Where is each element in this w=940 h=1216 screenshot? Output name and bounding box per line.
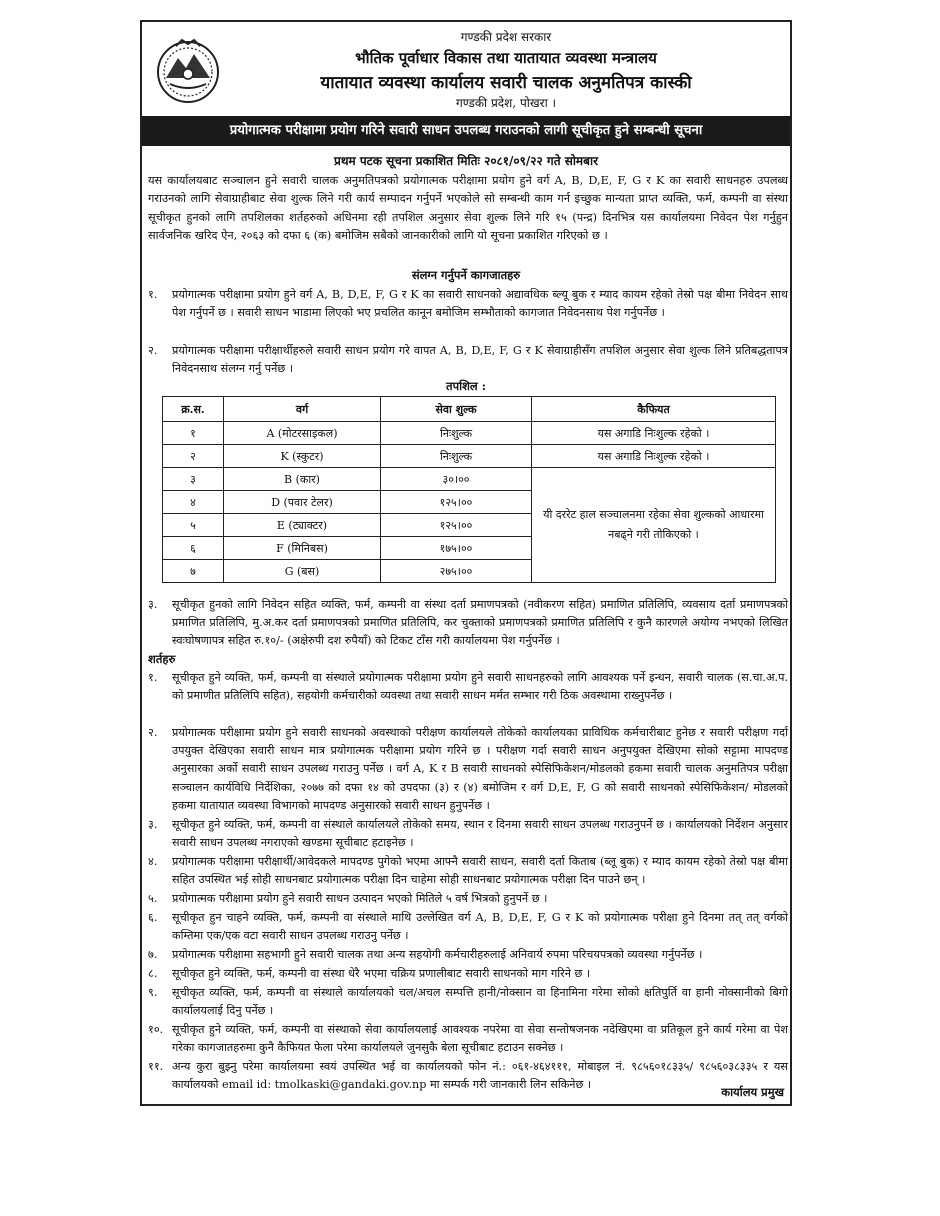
- term-item: [148, 946, 788, 964]
- term-item: [148, 890, 788, 908]
- province-government: गण्डकी प्रदेश सरकार: [460, 30, 552, 44]
- terms-heading: शर्तहरु: [148, 652, 176, 666]
- item-number: १.: [148, 288, 158, 301]
- item-number: ८.: [148, 967, 158, 980]
- ministry-name: भौतिक पूर्वाधार विकास तथा यातायात व्यवस्था मन्त्रालय: [355, 49, 657, 67]
- item-text: प्रयोगात्मक परीक्षामा प्रयोग हुने वर्ग A, B, D,E, F, G र K का सवारी साधनको अद्यावधिक ब्ल्यू बुक र म्याद कायम रहेको तेस्रो पक्ष बीमा निवेदन साथ पेश गर्नुपर्ने छ । सवारी साधन भाडामा लिएको भए प्रचलित कानून बमोजिम सम्भौताको कागजात निवेदनसाथ पेश गर्नुपर्नेछ ।: [172, 288, 788, 320]
- cell-class: F (मिनिबस): [224, 537, 381, 560]
- cell-class: A (मोटरसाइकल): [224, 422, 381, 445]
- term-item: [148, 816, 788, 852]
- term-item: [148, 669, 788, 705]
- term-item: [148, 965, 788, 983]
- item-number: ७.: [148, 948, 158, 961]
- notice-title-banner: प्रयोगात्मक परीक्षामा प्रयोग गरिने सवारी साधन उपलब्ध गराउनको लागी सूचीकृत हुने सम्बन्धी सूचना: [142, 116, 790, 146]
- cell-sn: ४: [163, 491, 224, 514]
- item-text: सूचीकृत हुनको लागि निवेदन सहित व्यक्ति, फर्म, कम्पनी वा संस्था दर्ता प्रमाणपत्रको (नवीकरण सहित) प्रमाणित प्रतिलिपि, व्यवसाय दर्ता प्रमाणपत्रको प्रमाणित प्रतिलिपि, मु.अ.कर दर्ता प्रमाणपत्रको प्रमाणित प्रतिलिपि, कर चुक्ताको प्रमाणपत्रको प्रमाणित प्रतिलिपि र कुनै कारणले अयोग्य नभएको लिखित स्वःघोषणापत्र सहित रु.१०/- (अक्षेरुपी दश रुपैयाँ) को टिकट टाँस गरी कार्यालयमा पेश गर्नुपर्नेछ ।: [172, 598, 788, 648]
- item-text: सूचीकृत हुने व्यक्ति, फर्म, कम्पनी वा संस्थाले कार्यालयले तोकेको समय, स्थान र दिनमा सवारी साधन उपलब्ध गराउनुपर्ने छ । कार्यालयको निर्देशन अनुसार सवारी साधन उपलब्ध नगराएको खण्डमा सूचीबाट हटाइनेछ ।: [172, 818, 788, 850]
- document-item: [148, 596, 788, 651]
- col-header-remark: कैफियत: [532, 397, 776, 422]
- item-text: सूचीकृत व्यक्ति, फर्म, कम्पनी वा संस्थाले कार्यालयको चल/अचल सम्पत्ति हानी/नोक्सान वा हिनामिना गरेमा सोको क्षतिपुर्ति वा हानी नोक्सानीको बिगो कार्यालयलाई दिनु पर्नेछ ।: [172, 986, 788, 1018]
- letterhead: [142, 22, 790, 116]
- cell-fee: १२५।००: [381, 491, 532, 514]
- cell-fee: ३०।००: [381, 468, 532, 491]
- item-text: अन्य कुरा बुझ्नु परेमा कार्यालयमा स्वयं उपस्थित भई वा कार्यालयको फोन नं.: ०६१-४६४१११, मोबाइल नं. ९८५६०१८३३५/ ९८५६०३८३३५ र यस कार्यालयको email id: tmolkaski@gandaki.gov.np मा सम्पर्क गरी जानकारी लिन सकिनेछ ।: [172, 1060, 788, 1092]
- term-item: [148, 1021, 788, 1057]
- item-text: प्रयोगात्मक परीक्षामा परीक्षार्थीहरुले सवारी साधन प्रयोग गरे वापत A, B, D,E, F, G र K सेवाग्राहीसँग तपशिल अनुसार सेवा शुल्क लिने प्रतिबद्धतापत्र निवेदनसाथ संलग्न गर्नु पर्नेछ ।: [172, 344, 788, 376]
- cell-sn: ६: [163, 537, 224, 560]
- cell-class: B (कार): [224, 468, 381, 491]
- item-text: प्रयोगात्मक परीक्षामा प्रयोग हुने सवारी साधन उत्पादन भएको मितिले ५ वर्ष भित्रको हुनुपर्ने छ ।: [172, 892, 548, 905]
- table-row: [163, 468, 776, 491]
- document-item: [148, 342, 788, 378]
- item-text: सूचीकृत हुन चाहने व्यक्ति, फर्म, कम्पनी वा संस्थाले माथि उल्लेखित वर्ग A, B, D,E, F, G र K को प्रयोगात्मक परीक्षा हुने दिनमा तत् तत् वर्गको कम्तिमा एक/एक वटा सवारी साधन उपलब्ध गराउनु पर्नेछ ।: [172, 911, 788, 943]
- col-header-class: वर्ग: [224, 397, 381, 422]
- term-item: [148, 724, 788, 815]
- term-item: [148, 1058, 788, 1094]
- table-row: [163, 422, 776, 445]
- item-text: प्रयोगात्मक परीक्षामा प्रयोग हुने सवारी साधनको अवस्थाको परीक्षण कार्यालयले तोकेको कार्यालयका प्राविधिक कर्मचारीबाट हुनेछ र सवारी परीक्षण गर्दा उपयुक्त देखिएका सवारी साधन मात्र प्रयोगात्मक परीक्षामा प्रयोग गरिने छ । परीक्षण गर्दा सवारी साधन अनुपयुक्त देखिएमा सोको सट्टामा मापदण्ड अनुसारका अर्को सवारी साधन उपलब्ध गराउनु पर्नेछ । वर्ग A, K र B सवारी साधनको स्पेसिफिकेशन/मोडलको हकमा सवारी चालक अनुमतिपत्र परीक्षा सञ्चालन कार्यविधि निर्देशिका, २०७७ को दफा १४ को उपदफा (३) र (४) बमोजिम र वर्ग D,E, F, G को सवारी साधनको स्पेसिफिकेशन/ मोडलको हकमा यातायात व्यवस्था विभागको मापदण्ड अनुसारको सवारी साधन हुनुपर्नेछ ।: [172, 726, 788, 812]
- item-number: ५.: [148, 892, 158, 905]
- cell-fee: निःशुल्क: [381, 445, 532, 468]
- item-text: प्रयोगात्मक परीक्षामा परीक्षार्थी/आवेदकले मापदण्ड पुगेको भएमा आफ्नै सवारी साधन, सवारी दर्ता किताब (ब्लू बुक) र म्याद कायम रहेको तेस्रो पक्ष बीमा सहित उपस्थित भई सोही साधनबाट प्रयोगात्मक परीक्षा दिन चाहेमा सोही साधनबाट प्रयोगात्मक परीक्षा दिन पाउने छन् ।: [172, 855, 788, 887]
- item-number: ११.: [148, 1060, 164, 1073]
- office-address: गण्डकी प्रदेश, पोखरा ।: [455, 96, 557, 110]
- item-number: २.: [148, 344, 158, 357]
- col-header-fee: सेवा शुल्क: [381, 397, 532, 422]
- cell-merged-remark: यी दररेट हाल सञ्चालनमा रहेका सेवा शुल्कको आधारमा नबढ्ने गरी तोकिएको ।: [532, 468, 776, 583]
- table-header-row: [163, 397, 776, 422]
- cell-sn: ३: [163, 468, 224, 491]
- cell-remark: यस अगाडि निःशुल्क रहेको ।: [532, 445, 776, 468]
- document-item: [148, 286, 788, 322]
- item-text: सूचीकृत हुने व्यक्ति, फर्म, कम्पनी वा संस्था धेरै भएमा चक्रिय प्रणालीबाट सवारी साधनको माग गरिने छ ।: [172, 967, 591, 980]
- item-text: सूचीकृत हुने व्यक्ति, फर्म, कम्पनी वा संस्थाले प्रयोगात्मक परीक्षामा प्रयोग हुने सवारी साधनहरुको लागि आवश्यक पर्ने इन्धन, सवारी चालक (स.चा.अ.प. को प्रमाणीत प्रतिलिपि सहित), सहयोगी कर्मचारीको व्यवस्था तथा सवारी साधन मर्मत सम्भार गरी ठिक अवस्थामा राख्नुपर्नेछ ।: [172, 671, 788, 703]
- cell-class: E (ट्याक्टर): [224, 514, 381, 537]
- item-number: १०.: [148, 1023, 164, 1036]
- item-text: प्रयोगात्मक परीक्षामा सहभागी हुने सवारी चालक तथा अन्य सहयोगी कर्मचारीहरुलाई अनिवार्य रुपमा परिचयपत्रको व्यवस्था गर्नुपर्नेछ ।: [172, 948, 703, 961]
- item-number: ६.: [148, 911, 158, 924]
- item-text: सूचीकृत हुने व्यक्ति, फर्म, कम्पनी वा संस्थाको सेवा कार्यालयलाई आवश्यक नपरेमा वा सेवा सन्तोषजनक नदेखिएमा वा प्रतिकूल हुने कार्य गरेमा वा पेश गरेका कागजातहरुमा कुनै कैफियत फेला परेमा कार्यालयले जुनसुकै बेला सूचीबाट हटाउन सक्नेछ ।: [172, 1023, 788, 1055]
- cell-class: D (पवार टेलर): [224, 491, 381, 514]
- term-item: [148, 984, 788, 1020]
- table-row: [163, 445, 776, 468]
- cell-fee: १२५।००: [381, 514, 532, 537]
- term-item: [148, 853, 788, 889]
- office-chief-signature: कार्यालय प्रमुख: [721, 1085, 784, 1099]
- cell-sn: ५: [163, 514, 224, 537]
- item-number: २.: [148, 726, 158, 739]
- intro-paragraph: यस कार्यालयबाट सञ्चालन हुने सवारी चालक अनुमतिपत्रको प्रयोगात्मक परीक्षामा प्रयोग हुने वर्ग A, B, D,E, F, G र K का सवारी साधनहरु उपलब्ध गराउनको लागि सेवाग्राहीबाट सेवा शुल्क लिने गरी कार्य सम्पादन गर्नुपर्ने भएकोले सो सम्बन्धी काम गर्न इच्छुक मान्यता प्राप्त व्यक्ति, फर्म, कम्पनी वा संस्था सूचीकृत हुनको लागि तपशिलका शर्तहरुको अधिनमा रही तपशिल अनुसार सेवा शुल्क लिने गरि १५ (पन्द्र) दिनभित्र यस कार्यालयमा निवेदन पेश गर्नुहुन सार्वजनिक खरिद ऐन, २०६३ को दफा ६ (क) बमोजिम सबैको जानकारीको लागि यो सूचना प्रकाशित गरिएको छ ।: [148, 174, 788, 243]
- item-number: ३.: [148, 818, 158, 831]
- cell-fee: २७५।००: [381, 560, 532, 583]
- item-number: १.: [148, 671, 158, 684]
- publication-date: प्रथम पटक सूचना प्रकाशित मितिः २०८१/०९/२२ गते सोमबार: [334, 154, 598, 168]
- notice-document: [140, 20, 792, 1106]
- term-item: [148, 909, 788, 945]
- cell-remark: यस अगाडि निःशुल्क रहेको ।: [532, 422, 776, 445]
- item-number: ९.: [148, 986, 158, 999]
- office-name: यातायात व्यवस्था कार्यालय सवारी चालक अनुमतिपत्र कास्की: [320, 73, 692, 93]
- cell-sn: ७: [163, 560, 224, 583]
- government-emblem-icon: [152, 34, 224, 106]
- documents-heading: संलग्न गर्नुपर्ने कागजातहरु: [411, 268, 521, 282]
- item-number: ३.: [148, 598, 158, 611]
- item-number: ४.: [148, 855, 158, 868]
- fee-schedule-table: [162, 396, 776, 583]
- cell-sn: १: [163, 422, 224, 445]
- cell-fee: निःशुल्क: [381, 422, 532, 445]
- cell-class: K (स्कुटर): [224, 445, 381, 468]
- cell-fee: १७५।००: [381, 537, 532, 560]
- table-caption: तपशिल :: [446, 379, 486, 393]
- cell-class: G (बस): [224, 560, 381, 583]
- cell-sn: २: [163, 445, 224, 468]
- col-header-sn: क्र.स.: [163, 397, 224, 422]
